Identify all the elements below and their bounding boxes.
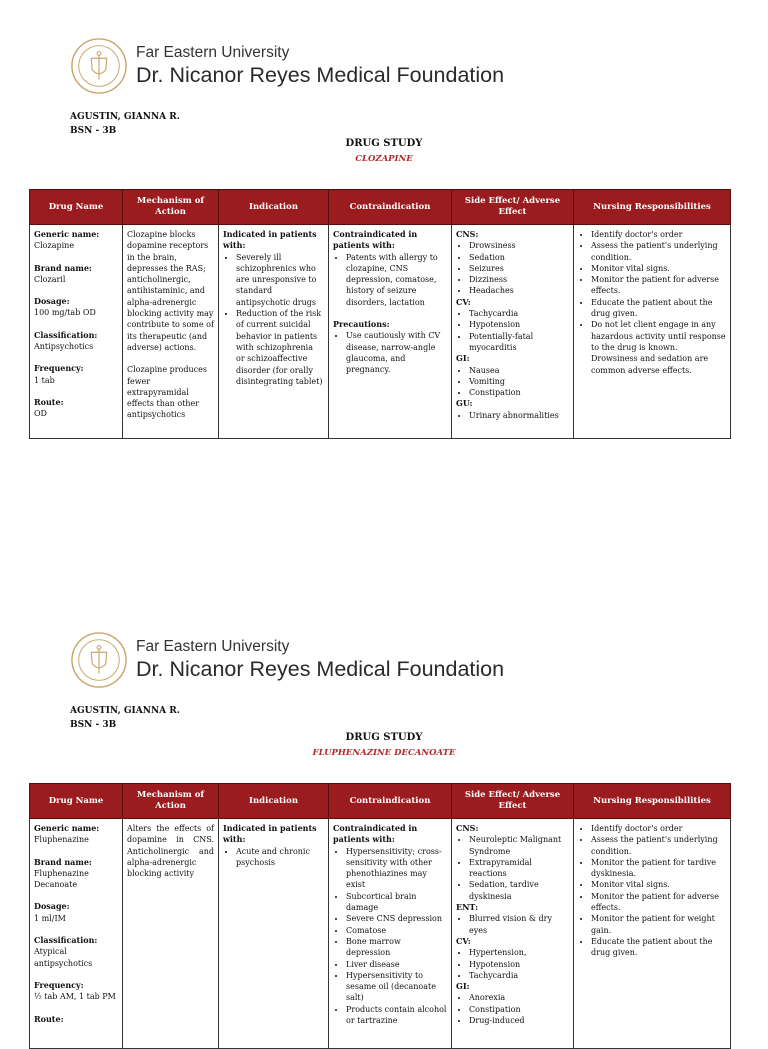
list-item: • Hypersensitivity to sesame oil (decanoate salt) [346, 970, 447, 1004]
list-item: • Identify doctor's order [591, 229, 726, 240]
col-indication: Indication [219, 784, 329, 819]
student-section: BSN - 3B [70, 720, 117, 730]
document-title: DRUG STUDY [345, 138, 423, 149]
list-item: • Constipation [469, 1004, 569, 1015]
list-item: • Hypotension [469, 319, 569, 330]
col-side-effect: Side Effect/ Adverse Effect [452, 784, 574, 819]
list-item: • Identify doctor's order [591, 823, 726, 834]
nursing-cell [574, 819, 731, 1049]
list-item: • Assess the patient's underlying condition. [591, 834, 726, 857]
list-item: • Reduction of the risk of current suicidal behavior in patients with schizophrenia or schizoaffective disorder (for orally disintegrating tablet) [236, 308, 324, 387]
list-item: • Monitor the patient for weight gain. [591, 913, 726, 936]
list-item: • Acute and chronic psychosis [236, 846, 324, 869]
student-name: AGUSTIN, GIANNA R. [70, 706, 180, 716]
list-item: • Severe CNS depression [346, 913, 447, 924]
list-item: • Monitor the patient for adverse effects. [591, 274, 726, 297]
drug-study-table [29, 189, 731, 439]
list-item: • Hypersensitivity; cross-sensitivity with other phenothiazines may exist [346, 846, 447, 891]
list-item: • Drowsiness [469, 240, 569, 251]
col-mechanism: Mechanism of Action [123, 784, 219, 819]
col-mechanism: Mechanism of Action [123, 190, 219, 225]
list-item: • Tachycardia [469, 970, 569, 981]
university-seal-icon [70, 37, 128, 95]
header-logo [70, 630, 504, 690]
list-item: • Dizziness [469, 274, 569, 285]
nursing-cell [574, 225, 731, 439]
col-side-effect: Side Effect/ Adverse Effect [452, 190, 574, 225]
list-item: • Monitor the patient for tardive dyskinesia. [591, 857, 726, 880]
list-item: • Urinary abnormalities [469, 410, 569, 421]
drug-name-cell: Generic name: Fluphenazine Brand name: Fluphenazine Decanoate Dosage: 1 ml/IM Classification: Atypical antipsychotics Frequency: ½ tab AM, 1 tab PM Route: [30, 819, 123, 1049]
list-item: • Educate the patient about the drug given. [591, 297, 726, 320]
list-item: • Assess the patient's underlying condition. [591, 240, 726, 263]
list-item: • Severely ill schizophrenics who are unresponsive to standard antipsychotic drugs [236, 252, 324, 308]
mechanism-cell: Clozapine blocks dopamine receptors in the brain, depresses the RAS; anticholinergic, antihistaminic, and alpha-adrenergic blocking activity may contribute to some of its therapeutic (and adverse) actions. Clozapine produces fewer extrapyramidal effects than other antipsychotics [123, 225, 219, 439]
list-item: • Monitor vital signs. [591, 879, 726, 890]
list-item: • Monitor vital signs. [591, 263, 726, 274]
table-row [30, 225, 731, 439]
indication-cell: Indicated in patients with: • Acute and chronic psychosis [219, 819, 329, 1049]
list-item: • Headaches [469, 285, 569, 296]
col-indication: Indication [219, 190, 329, 225]
list-item: • Hypotension [469, 959, 569, 970]
list-item: • Products contain alcohol or tartrazine [346, 1004, 447, 1027]
student-info [70, 110, 180, 138]
col-drug-name: Drug Name [30, 784, 123, 819]
list-item: • Nausea [469, 365, 569, 376]
list-item: • Neuroleptic Malignant Syndrome [469, 834, 569, 857]
list-item: • Blurred vision & dry eyes [469, 913, 569, 936]
list-item: • Tachycardia [469, 308, 569, 319]
drug-title: CLOZAPINE [355, 154, 413, 164]
contraindication-cell: Contraindicated in patients with: • Patents with allergy to clozapine, CNS depression, comatose, history of seizure disorders, lactation Precautions: • Use cautiously with CV disease, narrow-angle glaucoma, and pregnancy. [329, 225, 452, 439]
list-item: • Constipation [469, 387, 569, 398]
col-nursing: Nursing Responsibilities [574, 190, 731, 225]
table-header-row [30, 190, 731, 225]
foundation-name: Dr. Nicanor Reyes Medical Foundation [136, 63, 505, 87]
list-item: • Drug-induced [469, 1015, 569, 1026]
list-item: • Sedation [469, 252, 569, 263]
list-item: • Comatose [346, 925, 447, 936]
col-nursing: Nursing Responsibilities [574, 784, 731, 819]
list-item: • Monitor the patient for adverse effects. [591, 891, 726, 914]
list-item: • Educate the patient about the drug given. [591, 936, 726, 959]
list-item: • Potentially-fatal myocarditis [469, 331, 569, 354]
table-row [30, 819, 731, 1049]
list-item: • Extrapyramidal reactions [469, 857, 569, 880]
student-name: AGUSTIN, GIANNA R. [70, 112, 180, 122]
table-header-row [30, 784, 731, 819]
list-item: • Patents with allergy to clozapine, CNS depression, comatose, history of seizure disorders, lactation [346, 252, 447, 308]
list-item: • Subcortical brain damage [346, 891, 447, 914]
side-effect-cell: CNS: • Neuroleptic Malignant Syndrome • Extrapyramidal reactions • Sedation, tardive dyskinesia ENT: • Blurred vision & dry eyes CV: • Hypertension, • Hypotension • Tachycardia GI: • Anorexia • Constipation • Drug-induced [452, 819, 574, 1049]
list-item: • Hypertension, [469, 947, 569, 958]
list-item: • Use cautiously with CV disease, narrow-angle glaucoma, and pregnancy. [346, 330, 447, 375]
list-item: • Do not let client engage in any hazardous activity until response to the drug is known. Drowsiness and sedation are common adverse effects. [591, 319, 726, 375]
side-effect-cell: CNS: • Drowsiness • Sedation • Seizures • Dizziness • Headaches CV: • Tachycardia • Hypotension • Potentially-fatal myocarditis GI: • Nausea • Vomiting • Constipation GU: • Urinary abnormalities [452, 225, 574, 439]
list-item: • Vomiting [469, 376, 569, 387]
university-seal-icon [70, 631, 128, 689]
foundation-name: Dr. Nicanor Reyes Medical Foundation [136, 657, 505, 681]
drug-study-table [29, 783, 731, 1049]
list-item: • Anorexia [469, 992, 569, 1003]
indication-cell: Indicated in patients with: • Severely ill schizophrenics who are unresponsive to standard antipsychotic drugs • Reduction of the risk of current suicidal behavior in patients with schizophrenia or schizoaffective disorder (for orally disintegrating tablet) [219, 225, 329, 439]
drug-name-cell: Generic name: Clozapine Brand name: Clozaril Dosage: 100 mg/tab OD Classification: Antipsychotics Frequency: 1 tab Route: OD [30, 225, 123, 439]
university-name: Far Eastern University [136, 638, 290, 655]
contraindication-cell: Contraindicated in patients with: • Hypersensitivity; cross-sensitivity with other phenothiazines may exist • Subcortical brain damage • Severe CNS depression • Comatose • Bone marrow depression • Liver disease • Hypersensitivity to sesame oil (decanoate salt) • Products contain alcohol or tartrazine [329, 819, 452, 1049]
list-item: • Sedation, tardive dyskinesia [469, 879, 569, 902]
col-contraindication: Contraindication [329, 784, 452, 819]
header-logo [70, 36, 504, 96]
student-info [70, 704, 180, 732]
col-contraindication: Contraindication [329, 190, 452, 225]
mechanism-cell: Alters the effects of dopamine in CNS. Anticholinergic and alpha-adrenergic blocking activity [123, 819, 219, 1049]
drug-title: FLUPHENAZINE DECANOATE [312, 748, 456, 758]
document-title: DRUG STUDY [345, 732, 423, 743]
student-section: BSN - 3B [70, 126, 117, 136]
col-drug-name: Drug Name [30, 190, 123, 225]
university-name: Far Eastern University [136, 44, 290, 61]
list-item: • Liver disease [346, 959, 447, 970]
list-item: • Seizures [469, 263, 569, 274]
list-item: • Bone marrow depression [346, 936, 447, 959]
